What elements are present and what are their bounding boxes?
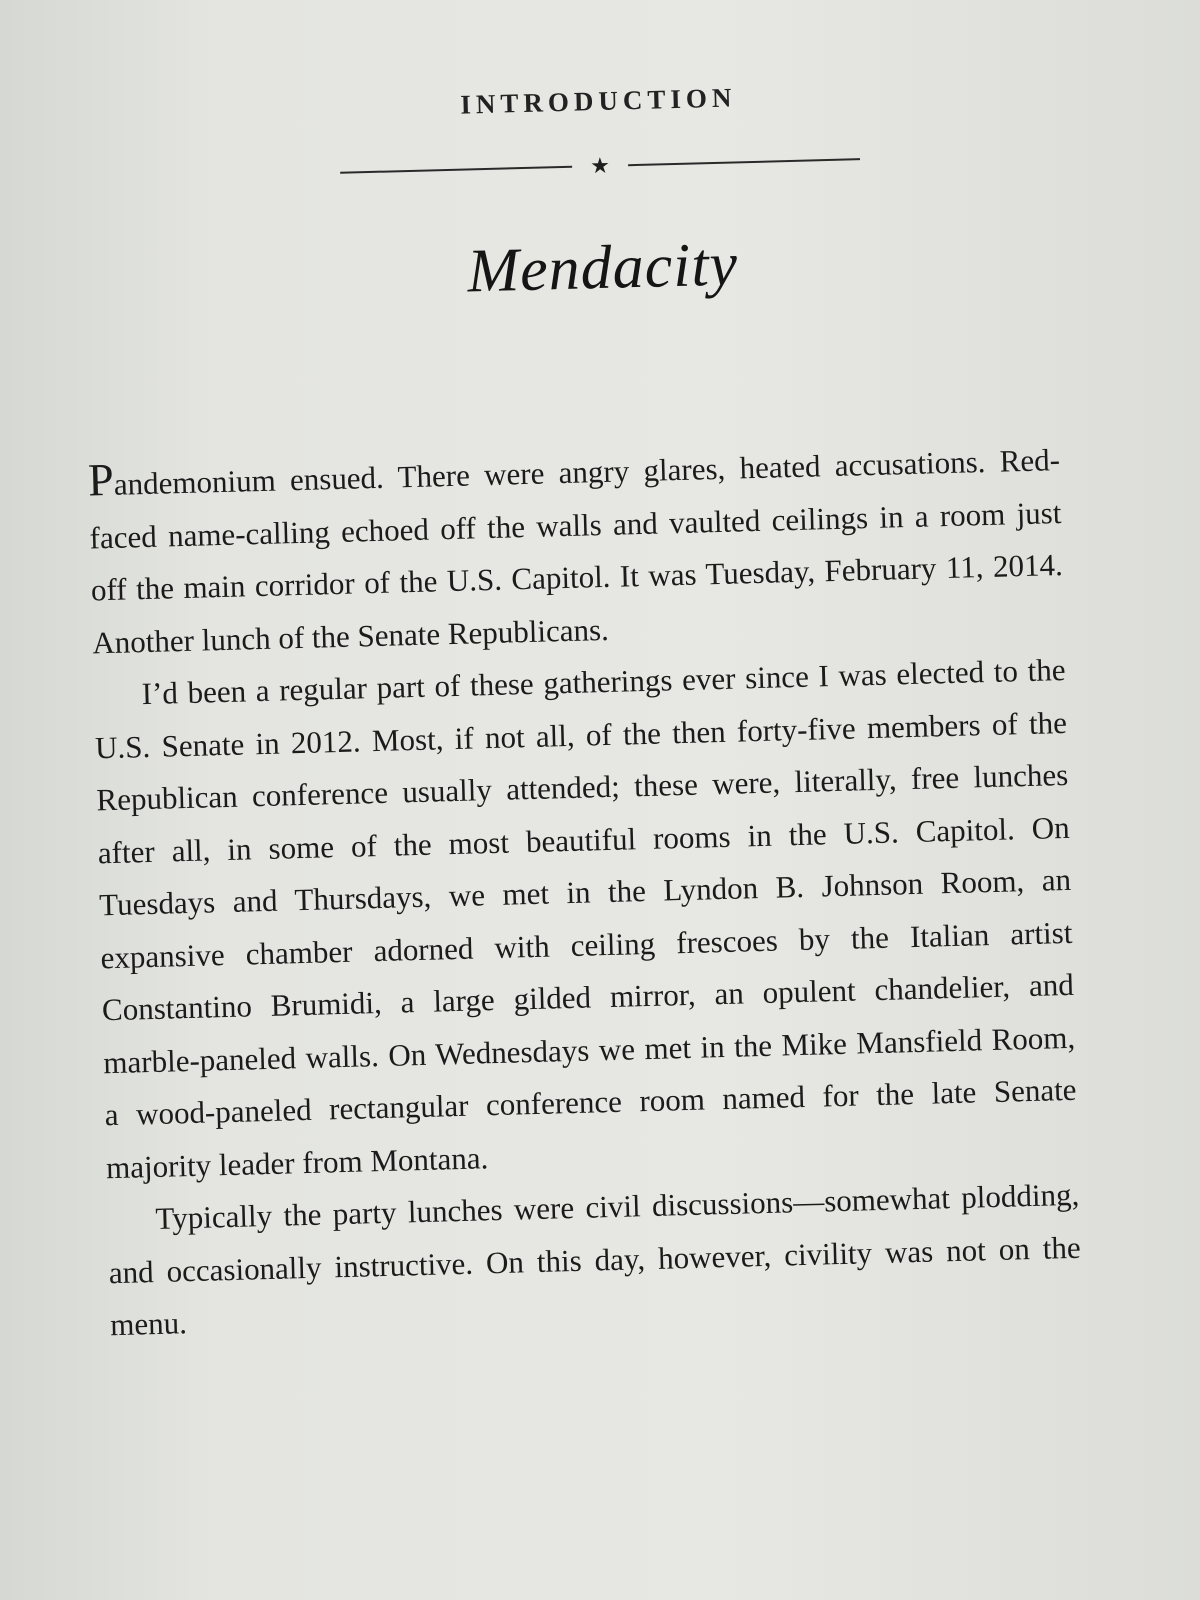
paragraph-2: I’d been a regular part of these gatherings ever since I was elected to the U.S. Senate in 2012. Most, if not all, of the then forty-five members of the Republican conference usually attended; these were, literally, free lunches after all, in some of the most beautiful rooms in the U.S. Capitol. On Tuesdays and Thursdays, we met in the Lyndon B. Johnson Room, an expansive chamber adorned with ceiling frescoes by the Italian artist Constantino Brumidi, a large gilded mirror, an opulent chandelier, and marble-paneled walls. On Wednesdays we met in the Mike Mansfield Room, a wood-paneled rectangular conference room named for the late Senate majority leader from Montana. bbox=[94, 651, 1077, 1185]
chapter-label: INTRODUCTION bbox=[460, 82, 737, 120]
star-icon: ★ bbox=[589, 152, 611, 179]
ornament-rule-right bbox=[628, 158, 860, 166]
chapter-title: Mendacity bbox=[466, 230, 739, 306]
chapter-body bbox=[88, 434, 1083, 1352]
chapter-ornament bbox=[80, 141, 1120, 190]
paragraph-3: Typically the party lunches were civil discussions—somewhat plodding, and occasionally instructive. On this day, however, civility was not on the menu. bbox=[108, 1176, 1082, 1343]
show-through-text: ​ bbox=[1139, 22, 1141, 58]
paragraph-1 bbox=[88, 434, 1065, 669]
paragraph-1-text: andemonium ensued. There were angry glares, heated accusations. Red-faced name-calling echoed off the walls and vaulted ceilings in a room just off the main corridor of the U.S. Capitol. It was Tuesday, February 11, 2014. Another lunch of the Senate Republicans. bbox=[89, 442, 1064, 660]
drop-cap: P bbox=[87, 453, 115, 506]
ornament-rule-left bbox=[340, 166, 572, 174]
page-content bbox=[78, 72, 1150, 1351]
